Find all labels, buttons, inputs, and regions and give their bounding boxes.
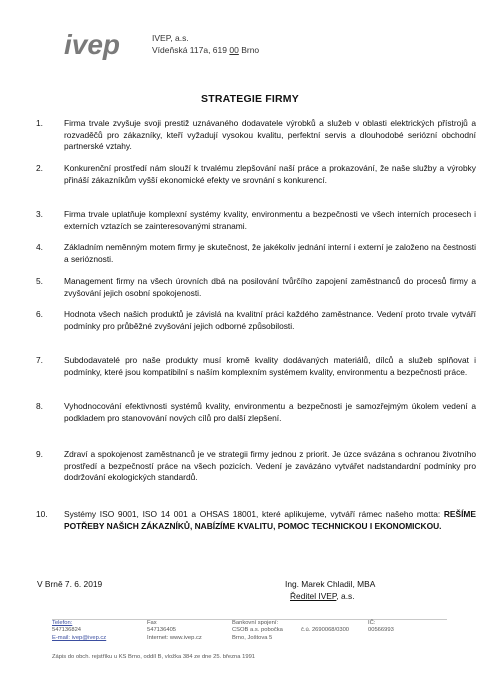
signature-date: V Brně 7. 6. 2019 <box>37 579 103 589</box>
footer-web-link[interactable]: Internet: www.ivep.cz <box>147 634 202 641</box>
footer-ico: IČ: 00566993 <box>368 620 394 634</box>
footer-phone: Telefon: 547136824 E-mail: ivep@ivep.cz <box>52 620 107 641</box>
item-number: 2. <box>36 163 43 173</box>
item-text: Základním neměnným motem firmy je skutečnost, že jakékoliv jednání interní i externí je založeno na čestnosti a serióznosti. <box>64 242 476 264</box>
signatory-role: Ředitel IVEP, a.s. <box>290 591 355 601</box>
company-address: Vídeňská 117a, 619 00 Brno <box>152 45 260 55</box>
item-number: 8. <box>36 401 43 411</box>
item-number: 6. <box>36 309 43 319</box>
item-text: Management firmy na všech úrovních dbá na posilování tvůrčího zapojení zaměstnanců do procesů firmy a zvyšování jejich osobní spokojenosti. <box>64 276 476 298</box>
motto: REŠÍME POTŘEBY NAŠICH ZÁKAZNÍKŮ, NABÍZÍME KVALITU, POMOC TECHNICKOU I EKONOMICKOU. <box>64 509 476 531</box>
footer-fax: Fax 547136405 Internet: www.ivep.cz <box>147 620 202 641</box>
footer-email-link[interactable]: E-mail: ivep@ivep.cz <box>52 634 107 641</box>
item-text: Subdodavatelé pro naše produkty musí kromě kvality dodávaných materiálů, dílců a služeb splňovat i podmínky, které jsou kompatibilní s naším komplexním systémem kvality, environmentu a bezpečnosti práce. <box>64 355 476 377</box>
item-text: Hodnota všech našich produktů je závislá na kvalitní práci každého zaměstnance. Vedení proto trvale vytváří podmínky pro průběžné zvyšování jejich odborné způsobilosti. <box>64 309 476 331</box>
item-number: 7. <box>36 355 43 365</box>
item-text: Firma trvale zvyšuje svoji prestiž uznávaného dodavatele výrobků a služeb v oblasti elektrických přístrojů a rozvaděčů pro zákazníky, kteří vyžadují vysokou kvalitu, perfektní servis a dlouhodobé seriózní obchodní partnerské vztahy. <box>64 118 476 152</box>
item-text: Systémy ISO 9001, ISO 14 001 a OHSAS 18001, které aplikujeme, vytváří rámec našeho motta: REŠÍME POTŘEBY NAŠICH ZÁKAZNÍKŮ, NABÍZÍME KVALITU, POMOC TECHNICKOU I EKONOMICKOU. <box>64 509 476 531</box>
item-text: Vyhodnocování efektivnosti systémů kvality, environmentu a bezpečnosti je samozřejmým úkolem vedení a podkladem pro stanovování nových cílů pro další zlepšení. <box>64 401 476 423</box>
item-text: Zdraví a spokojenost zaměstnanců je ve strategii firmy jednou z priorit. Je úzce svázána s ochranou životního prostředí a bezpečností práce na všech pozicích. Vedení je zavázáno vytvářet nadstandardní podmínky pro dodržování ekologických standardů. <box>64 449 476 483</box>
ivep-logo <box>62 30 138 60</box>
signatory-name: Ing. Marek Chladil, MBA <box>285 579 376 589</box>
item-number: 9. <box>36 449 43 459</box>
item-text: Firma trvale uplatňuje komplexní systémy kvality, environmentu a bezpečnosti ve všech interních procesech i externích vztazích se zainteresovanými stranami. <box>64 209 476 231</box>
item-number: 5. <box>36 276 43 286</box>
page-title: STRATEGIE FIRMY <box>201 93 299 105</box>
footer-bank: Bankovní spojení: CSOB a.s. pobočka Brno, Joštova 5 <box>232 620 283 641</box>
company-register-note: Zápis do obch. rejstříku u KS Brno, oddíl B, vložka 384 ze dne 25. března 1991 <box>52 654 256 660</box>
item-number: 10. <box>36 509 48 519</box>
item-number: 1. <box>36 118 43 128</box>
company-name: IVEP, a.s. <box>152 33 189 43</box>
item-number: 4. <box>36 242 43 252</box>
logo-text: ivep <box>64 30 121 60</box>
item-text: Konkurenční prostředí nám slouží k trvalému zlepšování naší práce a prokazování, že naše služby a výrobky přináší zákazníkům vyšší ekonomické efekty ve srovnání s konkurencí. <box>64 163 476 185</box>
item-number: 3. <box>36 209 43 219</box>
footer-account: č.ú. 2690068/0300 <box>301 627 350 633</box>
